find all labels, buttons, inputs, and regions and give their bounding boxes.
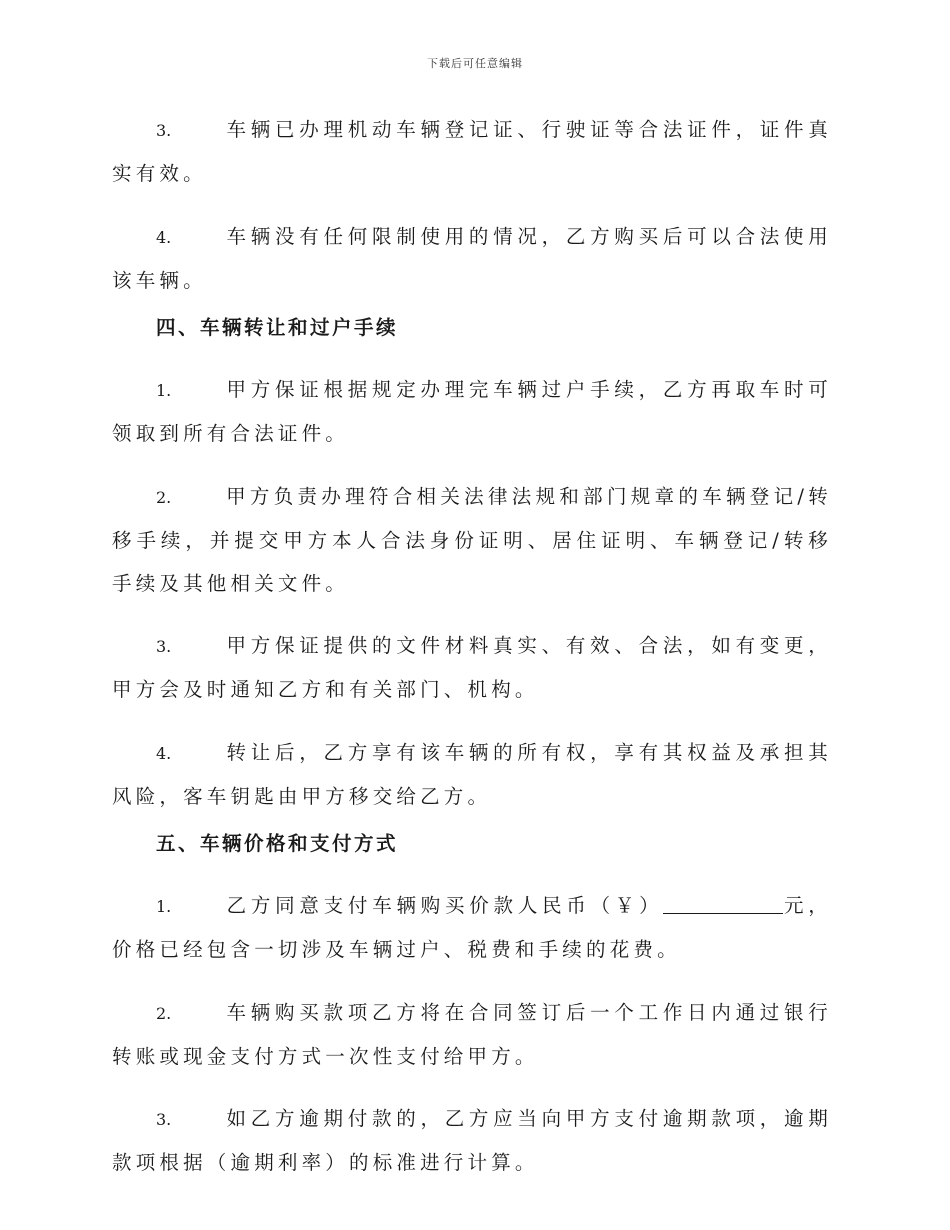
section-heading-price: 五、车辆价格和支付方式 [156,831,399,855]
clause-number: 1. [156,897,172,916]
clause-text: 甲方负责办理符合相关法律法规和部门规章的车辆登记/转移手续，并提交甲方本人合法身份证明、居住证明、车辆登记/转移手续及其他相关文件。 [112,484,832,595]
clause-number: 2. [156,1003,172,1023]
clause-text: 甲方保证提供的文件材料真实、有效、合法，如有变更，甲方会及时通知乙方和有关部门、机构。 [112,634,832,701]
clause-text: 车辆没有任何限制使用的情况，乙方购买后可以合法使用该车辆。 [112,224,832,292]
clause-text: 如乙方逾期付款的，乙方应当向甲方支付逾期款项，逾期款项根据（逾期利率）的标准进行计算。 [112,1107,832,1174]
clause-2-registration [112,475,832,605]
clause-number: 3. [156,121,172,140]
price-blank-field[interactable] [663,891,783,914]
clause-2-payment [112,991,832,1078]
clause-3-certificates [112,108,832,195]
clause-number: 4. [156,743,172,763]
clause-number: 3. [156,637,172,656]
clause-text-after: 元，价格已经包含一切涉及车辆过户、税费和手续的花费。 [112,894,832,961]
clause-4-ownership [112,731,832,818]
clause-number: 2. [156,487,172,507]
clause-text-before: 乙方同意支付车辆购买价款人民币（￥） [226,894,664,917]
section-heading-transfer: 四、车辆转让和过户手续 [156,315,399,339]
clause-1-price [112,884,832,971]
clause-3-late-payment [112,1097,832,1184]
clause-text: 车辆已办理机动车辆登记证、行驶证等合法证件，证件真实有效。 [112,118,832,185]
clause-number: 3. [156,1110,172,1129]
clause-1-transfer-procedure [112,368,832,455]
clause-4-no-restriction [112,215,832,302]
document-body [112,108,832,1188]
page-header: 下载后可任意编辑 [427,57,523,70]
clause-3-documents [112,624,832,711]
clause-text: 转让后，乙方享有该车辆的所有权，享有其权益及承担其风险，客车钥匙由甲方移交给乙方。 [112,740,832,808]
clause-number: 1. [156,381,172,400]
clause-text: 车辆购买款项乙方将在合同签订后一个工作日内通过银行转账或现金支付方式一次性支付给甲方。 [112,1000,832,1068]
clause-text: 甲方保证根据规定办理完车辆过户手续，乙方再取车时可领取到所有合法证件。 [112,378,832,445]
clause-number: 4. [156,227,172,247]
